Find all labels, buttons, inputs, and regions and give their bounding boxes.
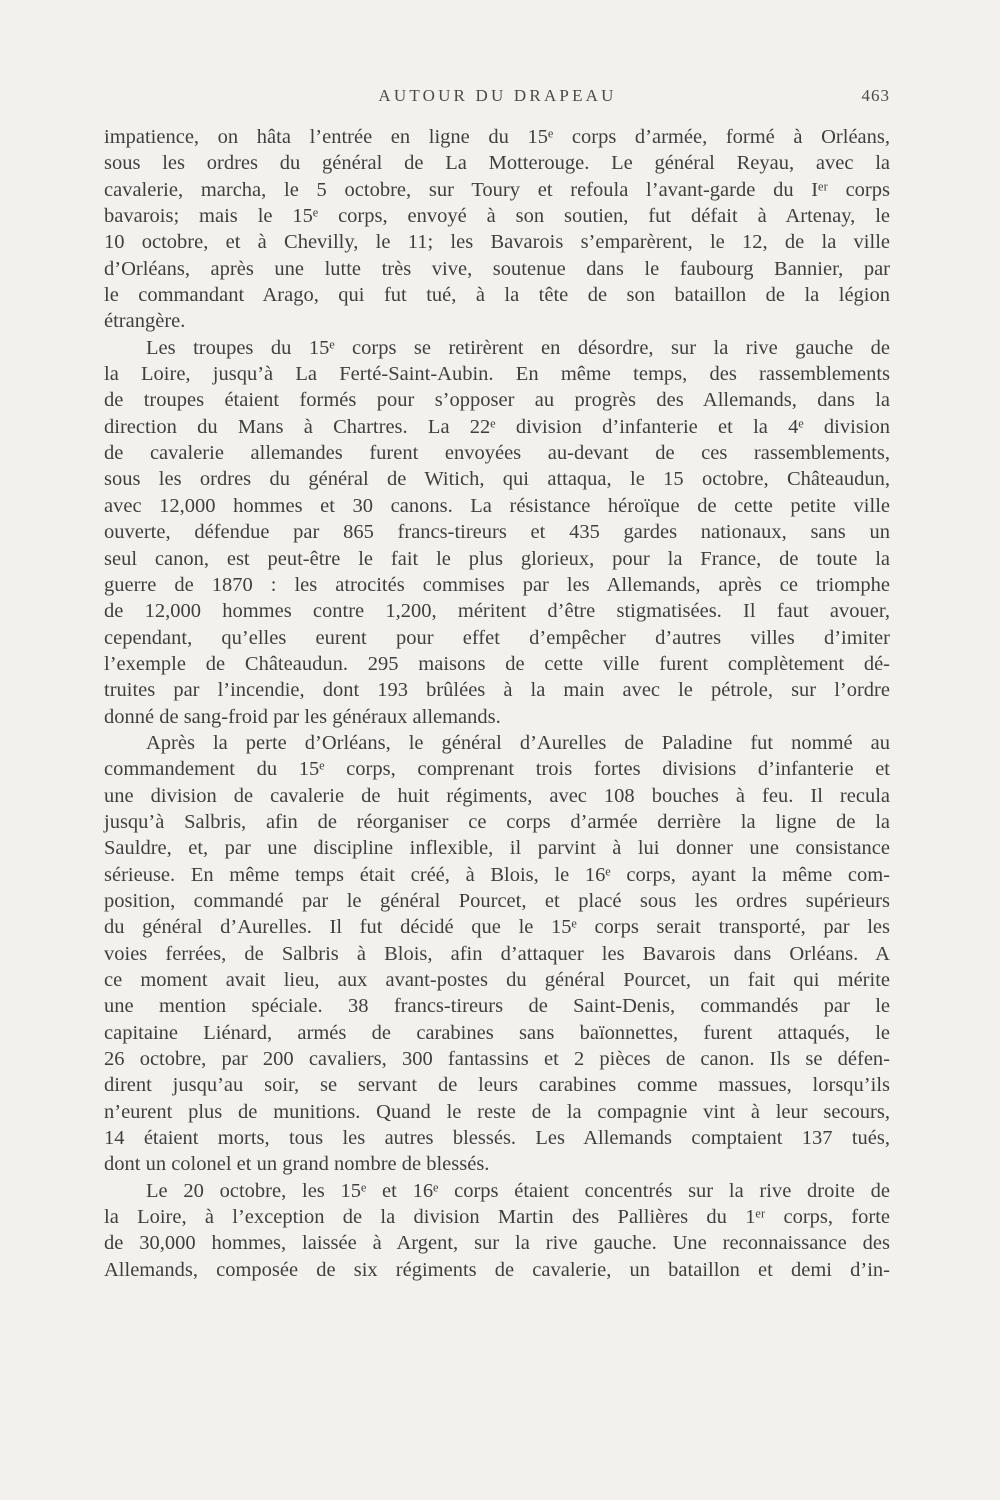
- text-line: la Loire, à l’exception de la division Martin des Pallières du 1ᵉʳ corps, forte: [104, 1206, 890, 1229]
- running-title: AUTOUR DU DRAPEAU: [378, 86, 617, 105]
- text-line: position, commandé par le général Pourcet, et placé sous les ordres supérieurs: [104, 889, 890, 912]
- page-number: 463: [861, 86, 890, 105]
- text-line: impatience, on hâta l’entrée en ligne du 15ᵉ corps d’armée, formé à Orléans,: [104, 126, 890, 148]
- text-line: avec 12,000 hommes et 30 canons. La résistance héroïque de cette petite ville: [104, 494, 890, 517]
- text-line: capitaine Liénard, armés de carabines sans baïonnettes, furent attaqués, le: [104, 1021, 890, 1044]
- text-line: donné de sang-froid par les généraux allemands.: [104, 705, 501, 728]
- text-line: de 30,000 hommes, laissée à Argent, sur la rive gauche. Une reconnaissance des: [104, 1232, 890, 1255]
- text-line: sous les ordres du général de Witich, qui attaqua, le 15 octobre, Châteaudun,: [104, 468, 890, 491]
- text-line: guerre de 1870 : les atrocités commises par les Allemands, après ce triomphe: [104, 573, 890, 596]
- text-line: ouverte, défendue par 865 francs-tireurs et 435 gardes nationaux, sans un: [104, 521, 890, 544]
- text-line: une division de cavalerie de huit régiments, avec 108 bouches à feu. Il recula: [104, 784, 890, 807]
- body-text: [104, 124, 890, 1283]
- text-line: Après la perte d’Orléans, le général d’Aurelles de Paladine fut nommé au: [146, 731, 890, 754]
- text-line: dirent jusqu’au soir, se servant de leurs carabines comme massues, lorsqu’ils: [104, 1074, 890, 1097]
- text-line: du général d’Aurelles. Il fut décidé que le 15ᵉ corps serait transporté, par les: [104, 916, 890, 939]
- paragraph-2: [104, 335, 890, 730]
- page-header: [105, 86, 890, 110]
- text-line: sérieuse. En même temps était créé, à Blois, le 16ᵉ corps, ayant la même com-: [104, 863, 890, 886]
- text-line: 14 étaient morts, tous les autres blessés. Les Allemands comptaient 137 tués,: [104, 1127, 890, 1150]
- text-line: direction du Mans à Chartres. La 22ᵉ division d’infanterie et la 4ᵉ division: [104, 415, 890, 438]
- text-line: Sauldre, et, par une discipline inflexible, il parvint à lui donner une consistance: [104, 837, 890, 860]
- text-line: bavarois; mais le 15ᵉ corps, envoyé à son soutien, fut défait à Artenay, le: [104, 205, 890, 228]
- text-line: cependant, qu’elles eurent pour effet d’empêcher d’autres villes d’imiter: [104, 626, 890, 649]
- text-line: le commandant Arago, qui fut tué, à la tête de son bataillon de la légion: [104, 284, 890, 307]
- text-line: l’exemple de Châteaudun. 295 maisons de cette ville furent complètement dé-: [104, 652, 890, 675]
- text-line: 10 octobre, et à Chevilly, le 11; les Bavarois s’emparèrent, le 12, de la ville: [104, 231, 890, 254]
- text-line: Les troupes du 15ᵉ corps se retirèrent en désordre, sur la rive gauche de: [146, 336, 890, 359]
- text-line: 26 octobre, par 200 cavaliers, 300 fantassins et 2 pièces de canon. Ils se défen-: [104, 1048, 890, 1071]
- text-line: sous les ordres du général de La Motterouge. Le général Reyau, avec la: [104, 152, 890, 175]
- text-line: seul canon, est peut-être le fait le plus glorieux, pour la France, de toute la: [104, 547, 890, 570]
- text-line: ce moment avait lieu, aux avant-postes du général Pourcet, un fait qui mérite: [104, 969, 890, 991]
- text-line: d’Orléans, après une lutte très vive, soutenue dans le faubourg Bannier, par: [104, 257, 890, 280]
- text-line: de cavalerie allemandes furent envoyées au-devant de ces rassemblements,: [104, 442, 890, 465]
- text-line: de 12,000 hommes contre 1,200, méritent d’être stigmatisées. Il faut avouer,: [104, 600, 890, 623]
- text-line: Le 20 octobre, les 15ᵉ et 16ᵉ corps étaient concentrés sur la rive droite de: [146, 1179, 890, 1202]
- text-line: voies ferrées, de Salbris à Blois, afin d’attaquer les Bavarois dans Orléans. A: [104, 942, 890, 965]
- text-line: n’eurent plus de munitions. Quand le reste de la compagnie vint à leur secours,: [104, 1100, 890, 1123]
- text-line: cavalerie, marcha, le 5 octobre, sur Toury et refoula l’avant-garde du Iᵉʳ corps: [104, 178, 890, 201]
- text-line: jusqu’à Salbris, afin de réorganiser ce corps d’armée derrière la ligne de la: [104, 810, 890, 833]
- text-line: truites par l’incendie, dont 193 brûlées à la main avec le pétrole, sur l’ordre: [104, 679, 890, 702]
- paragraph-1: [104, 124, 890, 335]
- text-line: étrangère.: [104, 310, 186, 333]
- text-line: commandement du 15ᵉ corps, comprenant trois fortes divisions d’infanterie et: [104, 758, 890, 781]
- text-line: Allemands, composée de six régiments de cavalerie, un bataillon et demi d’in-: [104, 1258, 890, 1281]
- paragraph-3: [104, 730, 890, 1178]
- text-line: de troupes étaient formés pour s’opposer au progrès des Allemands, dans la: [104, 389, 890, 412]
- text-line: la Loire, jusqu’à La Ferté-Saint-Aubin. En même temps, des rassemblements: [104, 363, 890, 386]
- text-line: une mention spéciale. 38 francs-tireurs de Saint-Denis, commandés par le: [104, 995, 890, 1018]
- paragraph-4: [104, 1178, 890, 1283]
- text-line: dont un colonel et un grand nombre de blessés.: [104, 1153, 490, 1176]
